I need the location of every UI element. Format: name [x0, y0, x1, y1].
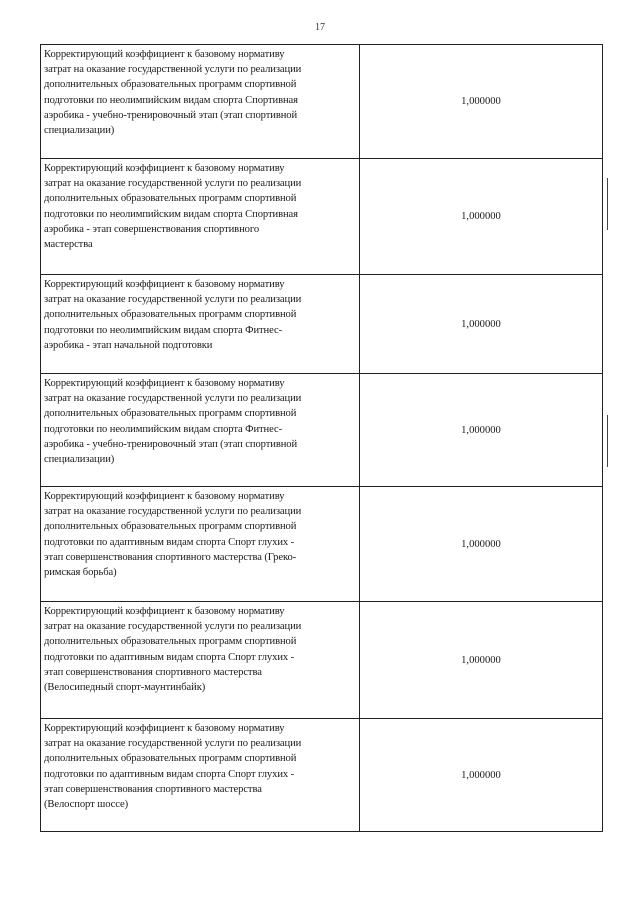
coefficient-value: 1,000000 [360, 275, 603, 374]
coefficient-value: 1,000000 [360, 159, 603, 275]
coefficient-value: 1,000000 [360, 374, 603, 487]
coefficient-table [40, 44, 603, 832]
coefficient-value: 1,000000 [360, 45, 603, 159]
coefficient-description: Корректирующий коэффициент к базовому нормативу затрат на оказание государственной услуги по реализации дополнительных образовательных программ спортивной подготовки по неолимпийским видам спорта Фитнес- аэробика - учебно-тренировочный этап (этап спортивной специализации) [41, 374, 360, 487]
table-row [41, 45, 603, 159]
table-row [41, 487, 603, 602]
coefficient-description: Корректирующий коэффициент к базовому нормативу затрат на оказание государственной услуги по реализации дополнительных образовательных программ спортивной подготовки по неолимпийским видам спорта Спортивная аэробика - этап совершенствования спортивного мастерства [41, 159, 360, 275]
coefficient-description: Корректирующий коэффициент к базовому нормативу затрат на оказание государственной услуги по реализации дополнительных образовательных программ спортивной подготовки по неолимпийским видам спорта Фитнес- аэробика - этап начальной подготовки [41, 275, 360, 374]
table-row [41, 719, 603, 832]
coefficient-description: Корректирующий коэффициент к базовому нормативу затрат на оказание государственной услуги по реализации дополнительных образовательных программ спортивной подготовки по адаптивным видам спорта Спорт глухих - этап совершенствования спортивного мастерства (Греко- римская борьба) [41, 487, 360, 602]
coefficient-description: Корректирующий коэффициент к базовому нормативу затрат на оказание государственной услуги по реализации дополнительных образовательных программ спортивной подготовки по неолимпийским видам спорта Спортивная аэробика - учебно-тренировочный этап (этап спортивной специализации) [41, 45, 360, 159]
coefficient-value: 1,000000 [360, 719, 603, 832]
coefficient-value: 1,000000 [360, 602, 603, 719]
table-row [41, 159, 603, 275]
page-number: 17 [315, 22, 325, 33]
coefficient-description: Корректирующий коэффициент к базовому нормативу затрат на оказание государственной услуги по реализации дополнительных образовательных программ спортивной подготовки по адаптивным видам спорта Спорт глухих - этап совершенствования спортивного мастерства (Велоспорт шоссе) [41, 719, 360, 832]
coefficient-value: 1,000000 [360, 487, 603, 602]
coefficient-description: Корректирующий коэффициент к базовому нормативу затрат на оказание государственной услуги по реализации дополнительных образовательных программ спортивной подготовки по адаптивным видам спорта Спорт глухих - этап совершенствования спортивного мастерства (Велосипедный спорт-маунтинбайк) [41, 602, 360, 719]
scan-edge-mark [607, 415, 608, 467]
scan-edge-mark [607, 178, 608, 230]
table-row [41, 374, 603, 487]
table-row [41, 602, 603, 719]
table-row [41, 275, 603, 374]
